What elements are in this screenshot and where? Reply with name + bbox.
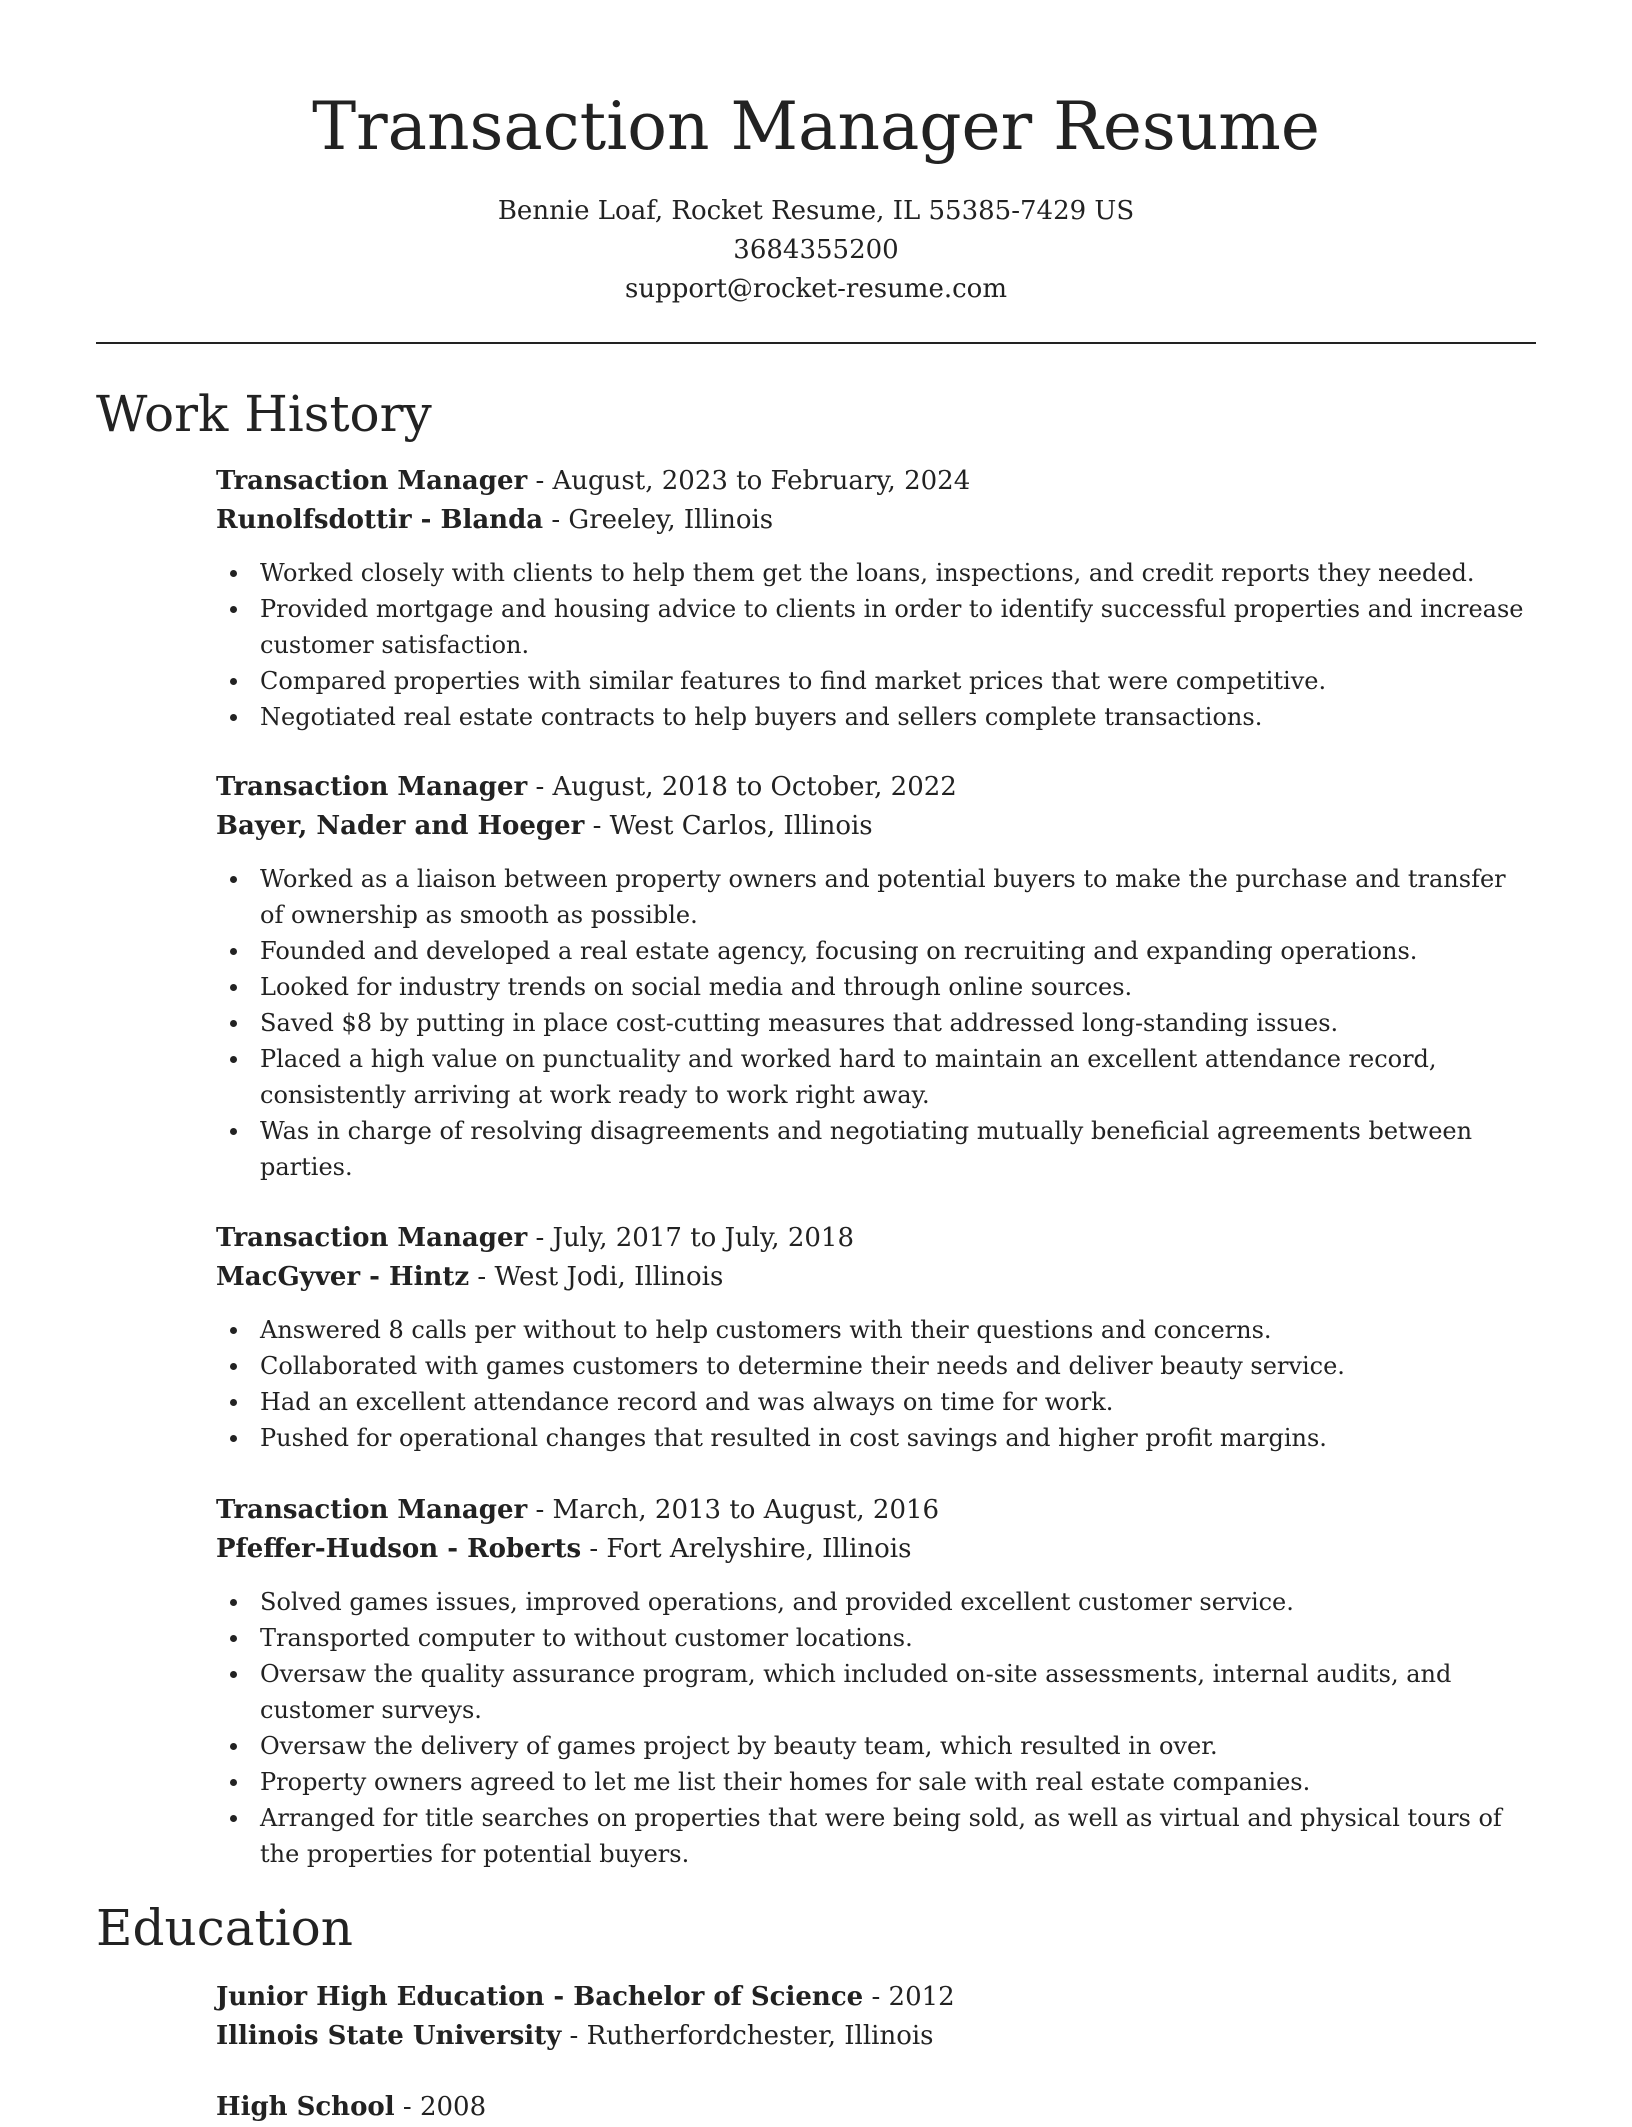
job-title-line [216, 462, 1536, 501]
job-bullet: Saved $8 by putting in place cost-cutting measures that addressed long-standing issues. [216, 1005, 1536, 1041]
job-title: Transaction Manager [216, 1495, 528, 1525]
job-bullet: Founded and developed a real estate agency, focusing on recruiting and expanding operations. [216, 933, 1536, 969]
job-title-line [216, 1491, 1536, 1530]
job-company: Runolfsdottir - Blanda [216, 505, 544, 535]
job-entry [216, 768, 1536, 1185]
education-degree-line [216, 1978, 1536, 2017]
job-dates: - July, 2017 to July, 2018 [527, 1223, 854, 1253]
job-bullet: Collaborated with games customers to determine their needs and deliver beauty service. [216, 1348, 1536, 1384]
resume-title: Transaction Manager Resume [312, 88, 1320, 165]
job-company-line [216, 501, 1536, 540]
job-entry [216, 462, 1536, 735]
job-bullet: Had an excellent attendance record and was always on time for work. [216, 1384, 1536, 1420]
job-bullet: Worked as a liaison between property owners and potential buyers to make the purchase and transfer of ownership as smooth as possible. [216, 861, 1536, 933]
education-school-line [216, 2017, 1536, 2056]
contact-address: Bennie Loaf, Rocket Resume, IL 55385-7429 US [497, 196, 1135, 226]
work-history-heading: Work History [96, 385, 432, 443]
job-location: - West Carlos, Illinois [584, 811, 873, 841]
education-school: Illinois State University [216, 2021, 562, 2051]
header-divider [96, 342, 1536, 344]
job-title: Transaction Manager [216, 1223, 528, 1253]
job-bullet: Placed a high value on punctuality and worked hard to maintain an excellent attendance record, consistently arriving at work ready to work right away. [216, 1041, 1536, 1113]
job-dates: - March, 2013 to August, 2016 [527, 1495, 940, 1525]
job-company-line [216, 807, 1536, 846]
education-degree: Junior High Education - Bachelor of Science [216, 1982, 864, 2012]
job-title: Transaction Manager [216, 772, 528, 802]
job-bullet: Compared properties with similar features to find market prices that were competitive. [216, 663, 1536, 699]
job-dates: - August, 2023 to February, 2024 [527, 466, 971, 496]
job-title-line [216, 768, 1536, 807]
job-dates: - August, 2018 to October, 2022 [527, 772, 957, 802]
job-bullets [216, 555, 1536, 735]
job-entry [216, 1491, 1536, 1872]
education-degree: High School [216, 2092, 395, 2122]
education-year: - 2008 [394, 2092, 487, 2122]
education-degree-line [216, 2088, 1536, 2127]
job-bullet: Provided mortgage and housing advice to clients in order to identify successful properties and increase customer satisfaction. [216, 591, 1536, 663]
job-bullet: Answered 8 calls per without to help customers with their questions and concerns. [216, 1312, 1536, 1348]
education-year: - 2012 [863, 1982, 955, 2012]
job-bullets [216, 1584, 1536, 1872]
education-entry [216, 1978, 1536, 2056]
education-heading: Education [96, 1899, 353, 1957]
job-bullet: Solved games issues, improved operations, and provided excellent customer service. [216, 1584, 1536, 1620]
job-bullet: Pushed for operational changes that resulted in cost savings and higher profit margins. [216, 1420, 1536, 1456]
job-location: - Fort Arelyshire, Illinois [581, 1534, 912, 1564]
job-title: Transaction Manager [216, 466, 528, 496]
job-bullet: Negotiated real estate contracts to help buyers and sellers complete transactions. [216, 699, 1536, 735]
job-bullet: Transported computer to without customer locations. [216, 1620, 1536, 1656]
job-company-line [216, 1530, 1536, 1569]
contact-email: support@rocket-resume.com [624, 274, 1007, 304]
job-bullet: Arranged for title searches on properties that were being sold, as well as virtual and physical tours of the properties for potential buyers. [216, 1800, 1536, 1872]
job-bullets [216, 861, 1536, 1185]
contact-phone: 3684355200 [733, 235, 899, 265]
contact-block [0, 192, 1632, 309]
job-bullet: Looked for industry trends on social media and through online sources. [216, 969, 1536, 1005]
job-company: MacGyver - Hintz [216, 1262, 470, 1292]
job-bullet: Was in charge of resolving disagreements and negotiating mutually beneficial agreements between parties. [216, 1113, 1536, 1185]
job-bullet: Worked closely with clients to help them get the loans, inspections, and credit reports they needed. [216, 555, 1536, 591]
job-title-line [216, 1219, 1536, 1258]
job-bullet: Property owners agreed to let me list their homes for sale with real estate companies. [216, 1764, 1536, 1800]
job-entry [216, 1219, 1536, 1456]
job-company: Bayer, Nader and Hoeger [216, 811, 585, 841]
job-bullet: Oversaw the quality assurance program, which included on-site assessments, internal audits, and customer surveys. [216, 1656, 1536, 1728]
job-bullets [216, 1312, 1536, 1456]
job-bullet: Oversaw the delivery of games project by beauty team, which resulted in over. [216, 1728, 1536, 1764]
education-location: - Rutherfordchester, Illinois [561, 2021, 934, 2051]
job-location: - Greeley, Illinois [543, 505, 774, 535]
job-location: - West Jodi, Illinois [469, 1262, 724, 1292]
education-entry [216, 2088, 1536, 2127]
job-company: Pfeffer-Hudson - Roberts [216, 1534, 582, 1564]
job-company-line [216, 1258, 1536, 1297]
